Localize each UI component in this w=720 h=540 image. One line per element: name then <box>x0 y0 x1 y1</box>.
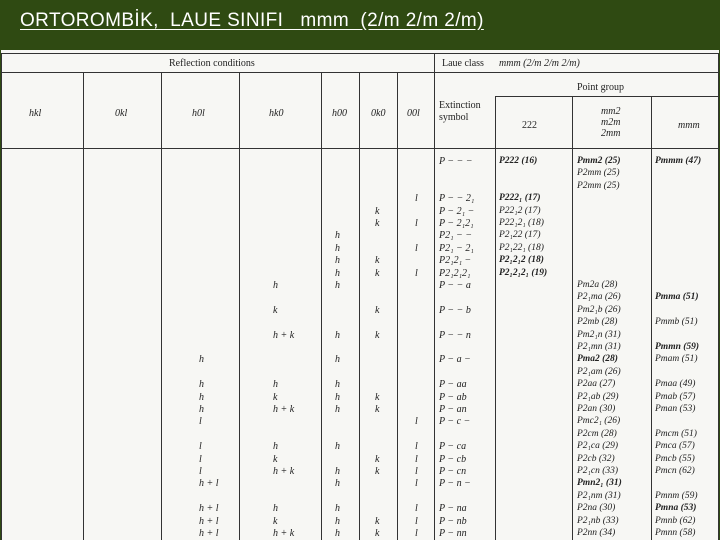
space-group-mm2: Pma2 (28) <box>577 354 618 365</box>
space-group-mm2: P2na (30) <box>577 503 616 514</box>
condition-cell: k <box>375 205 380 217</box>
condition-cell: h <box>335 503 340 515</box>
space-group-222: P222 (16) <box>499 156 538 166</box>
point-group-rule <box>495 96 719 97</box>
condition-cell: h + l <box>199 478 219 490</box>
condition-cell: h <box>199 391 204 403</box>
space-group-mm2: P2₁mn (31) <box>577 342 621 352</box>
condition-cell: h + k <box>273 404 295 415</box>
table-row <box>1 392 719 404</box>
space-group-mmm: Pmna (53) <box>655 503 697 514</box>
condition-cell: l <box>415 453 418 465</box>
table-row <box>1 268 719 280</box>
header-rule-1 <box>1 72 719 73</box>
condition-cell: l <box>415 466 418 477</box>
extinction-symbol: P − 2₁2₁ <box>439 218 474 229</box>
space-group-mmm: Pmmm (47) <box>655 156 702 166</box>
space-group-mmm: Pman (53) <box>655 404 696 414</box>
extinction-symbol: P − ca <box>439 441 467 453</box>
space-group-mmm: Pmab (57) <box>655 391 696 402</box>
space-group-mm2: P2₁am (26) <box>577 366 621 377</box>
space-group-mm2: P2an (30) <box>577 404 616 414</box>
table-row <box>1 379 719 391</box>
condition-cell: h <box>335 391 340 403</box>
table-row <box>1 280 719 292</box>
condition-cell: l <box>415 528 418 539</box>
space-group-mmm: Pmca (57) <box>655 441 695 452</box>
extinction-symbol: P − cn <box>439 466 467 477</box>
table-row <box>1 354 719 366</box>
extinction-symbol: P − aa <box>439 379 467 391</box>
space-group-mmm: Pmcb (55) <box>655 453 695 464</box>
condition-cell: h <box>273 441 278 453</box>
condition-cell: h + k <box>273 329 295 341</box>
col-0kl: 0kl <box>115 108 128 119</box>
extinction-symbol: P − a − <box>439 354 471 366</box>
slide-title: ORTOROMBİK, LAUE SINIFI mmm (2/m 2/m 2/m) <box>20 10 484 31</box>
col-h0l: h0l <box>192 108 205 119</box>
condition-cell: h <box>335 528 340 539</box>
condition-cell: h + k <box>273 466 295 477</box>
condition-cell: k <box>375 267 380 279</box>
slide-title-bar <box>0 0 720 50</box>
table-row <box>1 305 719 317</box>
condition-cell: k <box>375 304 380 316</box>
condition-cell: l <box>199 466 202 477</box>
condition-cell: h <box>335 379 340 391</box>
extinction-symbol: P − − n <box>439 329 471 341</box>
space-group-mm2: P2₁cn (33) <box>577 466 619 476</box>
space-group-mm2: Pm2₁n (31) <box>577 329 621 340</box>
table-row <box>1 193 719 205</box>
space-group-mmm: Pmam (51) <box>655 354 698 365</box>
space-group-mmm: Pmcm (51) <box>655 428 697 439</box>
extinction-symbol: P − an <box>439 404 467 415</box>
space-group-222: P22₁2 (17) <box>499 205 541 216</box>
space-group-mm2: Pmc2₁ (26) <box>577 416 621 427</box>
condition-cell: h <box>273 379 278 391</box>
condition-cell: l <box>415 441 418 453</box>
condition-cell: l <box>415 242 418 254</box>
pg-222-header: 222 <box>522 120 537 131</box>
table-row <box>1 429 719 441</box>
condition-cell: h <box>335 255 340 267</box>
space-group-222: P2₁2₁2 (18) <box>499 255 544 266</box>
space-group-mm2: P2cb (32) <box>577 453 615 464</box>
space-group-mmm: Pmnb (62) <box>655 515 696 526</box>
table-row <box>1 516 719 528</box>
condition-cell: h + l <box>199 528 219 539</box>
condition-cell: k <box>273 453 278 465</box>
table-row <box>1 156 719 168</box>
col-00l: 00l <box>407 108 420 119</box>
condition-cell: h + l <box>199 503 219 515</box>
condition-cell: l <box>415 478 418 490</box>
condition-cell: k <box>375 329 380 341</box>
table-row <box>1 528 719 540</box>
condition-cell: k <box>375 218 380 229</box>
table-row <box>1 416 719 428</box>
space-group-mmm: Pmnn (58) <box>655 528 696 538</box>
table-row <box>1 330 719 342</box>
condition-cell: l <box>415 515 418 527</box>
condition-cell: h <box>335 267 340 279</box>
table-row <box>1 503 719 515</box>
condition-cell: h <box>199 404 204 415</box>
extinction-header-2: symbol <box>439 112 469 123</box>
table-row <box>1 243 719 255</box>
space-group-mm2: Pmn2₁ (31) <box>577 478 622 489</box>
condition-cell: h <box>273 280 278 291</box>
space-group-222: P2₁22₁ (18) <box>499 242 544 253</box>
pg-mm2-header: mm2 <box>601 106 621 117</box>
table-row <box>1 168 719 180</box>
space-group-mm2: Pm2a (28) <box>577 280 618 290</box>
table-row <box>1 404 719 416</box>
space-group-mmm: Pmmn (59) <box>655 342 700 352</box>
condition-cell: k <box>375 466 380 477</box>
col-hkl: hkl <box>29 108 42 119</box>
condition-cell: l <box>415 503 418 515</box>
col-h00: h00 <box>332 108 347 119</box>
condition-cell: h <box>273 503 278 515</box>
extinction-symbol: P − n − <box>439 478 471 490</box>
extinction-symbol: P2₁ − 2₁ <box>439 242 474 254</box>
condition-cell: h <box>335 404 340 415</box>
condition-cell: k <box>375 404 380 415</box>
condition-cell: h <box>335 441 340 453</box>
space-group-mm2: P2mm (25) <box>577 168 620 179</box>
condition-cell: h <box>335 329 340 341</box>
space-group-mm2: Pm2₁b (26) <box>577 304 621 315</box>
condition-cell: h <box>335 466 340 477</box>
table-row <box>1 292 719 304</box>
condition-cell: h <box>199 379 204 391</box>
table-row <box>1 230 719 242</box>
space-group-222: P2₁2₁2₁ (19) <box>499 267 548 278</box>
space-group-mm2: P2mb (28) <box>577 317 618 328</box>
space-group-mm2: P2₁ca (29) <box>577 441 619 452</box>
condition-cell: l <box>415 193 418 205</box>
extinction-header-1: Extinction <box>439 100 481 111</box>
condition-cell: k <box>375 528 380 539</box>
condition-cell: l <box>199 453 202 465</box>
space-group-mm2: P2nn (34) <box>577 528 616 538</box>
extinction-symbol: P − c − <box>439 416 471 428</box>
table-row <box>1 454 719 466</box>
space-group-mm2: Pmm2 (25) <box>577 156 621 166</box>
condition-cell: h <box>335 280 340 291</box>
extinction-symbol: P − − − <box>439 156 473 167</box>
condition-cell: h <box>335 478 340 490</box>
space-group-mm2: P2₁nm (31) <box>577 490 621 501</box>
condition-cell: k <box>375 515 380 527</box>
condition-cell: l <box>199 416 202 428</box>
extinction-symbol: P − − b <box>439 304 471 316</box>
pg-2mm-header: 2mm <box>601 128 621 139</box>
condition-cell: l <box>415 267 418 279</box>
table-row <box>1 218 719 230</box>
space-group-mm2: P2mm (25) <box>577 180 620 191</box>
extinction-symbol: P − nb <box>439 515 467 527</box>
condition-cell: h <box>335 230 340 242</box>
condition-cell: k <box>273 391 278 403</box>
space-group-222: P22₁2₁ (18) <box>499 218 544 228</box>
condition-cell: k <box>273 304 278 316</box>
table-row <box>1 206 719 218</box>
space-group-222: P222₁ (17) <box>499 193 541 204</box>
table-row <box>1 342 719 354</box>
col-hk0: hk0 <box>269 108 284 119</box>
reflection-conditions-header: Reflection conditions <box>169 58 255 69</box>
reflection-conditions-table <box>1 50 719 540</box>
table-row <box>1 255 719 267</box>
space-group-mmm: Pmaa (49) <box>655 379 696 390</box>
space-group-mm2: P2aa (27) <box>577 379 616 390</box>
laue-class-label: Laue class <box>442 58 484 69</box>
condition-cell: k <box>375 391 380 403</box>
condition-cell: h + k <box>273 528 295 539</box>
table-row <box>1 441 719 453</box>
extinction-symbol: P2₁2₁2₁ <box>439 267 471 279</box>
condition-cell: h <box>335 515 340 527</box>
extinction-symbol: P − − 2₁ <box>439 193 475 205</box>
point-group-header: Point group <box>577 82 624 93</box>
table-row <box>1 491 719 503</box>
table-row <box>1 317 719 329</box>
pg-mmm-header: mmm <box>678 120 700 131</box>
condition-cell: h <box>335 354 340 366</box>
space-group-mmm: Pmcn (62) <box>655 466 695 476</box>
extinction-symbol: P − nn <box>439 528 467 539</box>
space-group-mm2: P2₁ab (29) <box>577 391 619 402</box>
extinction-symbol: P − na <box>439 503 467 515</box>
extinction-symbol: P − − a <box>439 280 471 291</box>
condition-cell: k <box>375 453 380 465</box>
space-group-mm2: P2₁ma (26) <box>577 292 621 303</box>
condition-cell: h <box>199 354 204 366</box>
table-row <box>1 466 719 478</box>
extinction-symbol: P − 2₁ − <box>439 205 475 217</box>
extinction-symbol: P2₁ − − <box>439 230 473 242</box>
extinction-symbol: P − cb <box>439 453 467 465</box>
table-row <box>1 478 719 490</box>
space-group-mm2: P2₁nb (33) <box>577 515 619 526</box>
table-row <box>1 367 719 379</box>
condition-cell: h + l <box>199 515 219 527</box>
table-row <box>1 181 719 193</box>
condition-cell: l <box>415 416 418 428</box>
condition-cell: h <box>335 242 340 254</box>
space-group-mmm: Pmmb (51) <box>655 317 698 328</box>
col-0k0: 0k0 <box>371 108 386 119</box>
condition-cell: l <box>415 218 418 229</box>
condition-cell: k <box>375 255 380 267</box>
space-group-mm2: P2cm (28) <box>577 428 617 439</box>
condition-cell: k <box>273 515 278 527</box>
pg-m2m-header: m2m <box>601 117 621 128</box>
space-group-mmm: Pmma (51) <box>655 292 699 303</box>
extinction-symbol: P2₁2₁ − <box>439 255 472 267</box>
space-group-222: P2₁22 (17) <box>499 230 541 241</box>
table-top-rule <box>1 53 719 54</box>
condition-cell: l <box>199 441 202 453</box>
extinction-symbol: P − ab <box>439 391 467 403</box>
space-group-mmm: Pmnm (59) <box>655 490 698 501</box>
laue-class-symbol: mmm (2/m 2/m 2/m) <box>499 58 580 69</box>
header-rule-2 <box>1 148 719 149</box>
